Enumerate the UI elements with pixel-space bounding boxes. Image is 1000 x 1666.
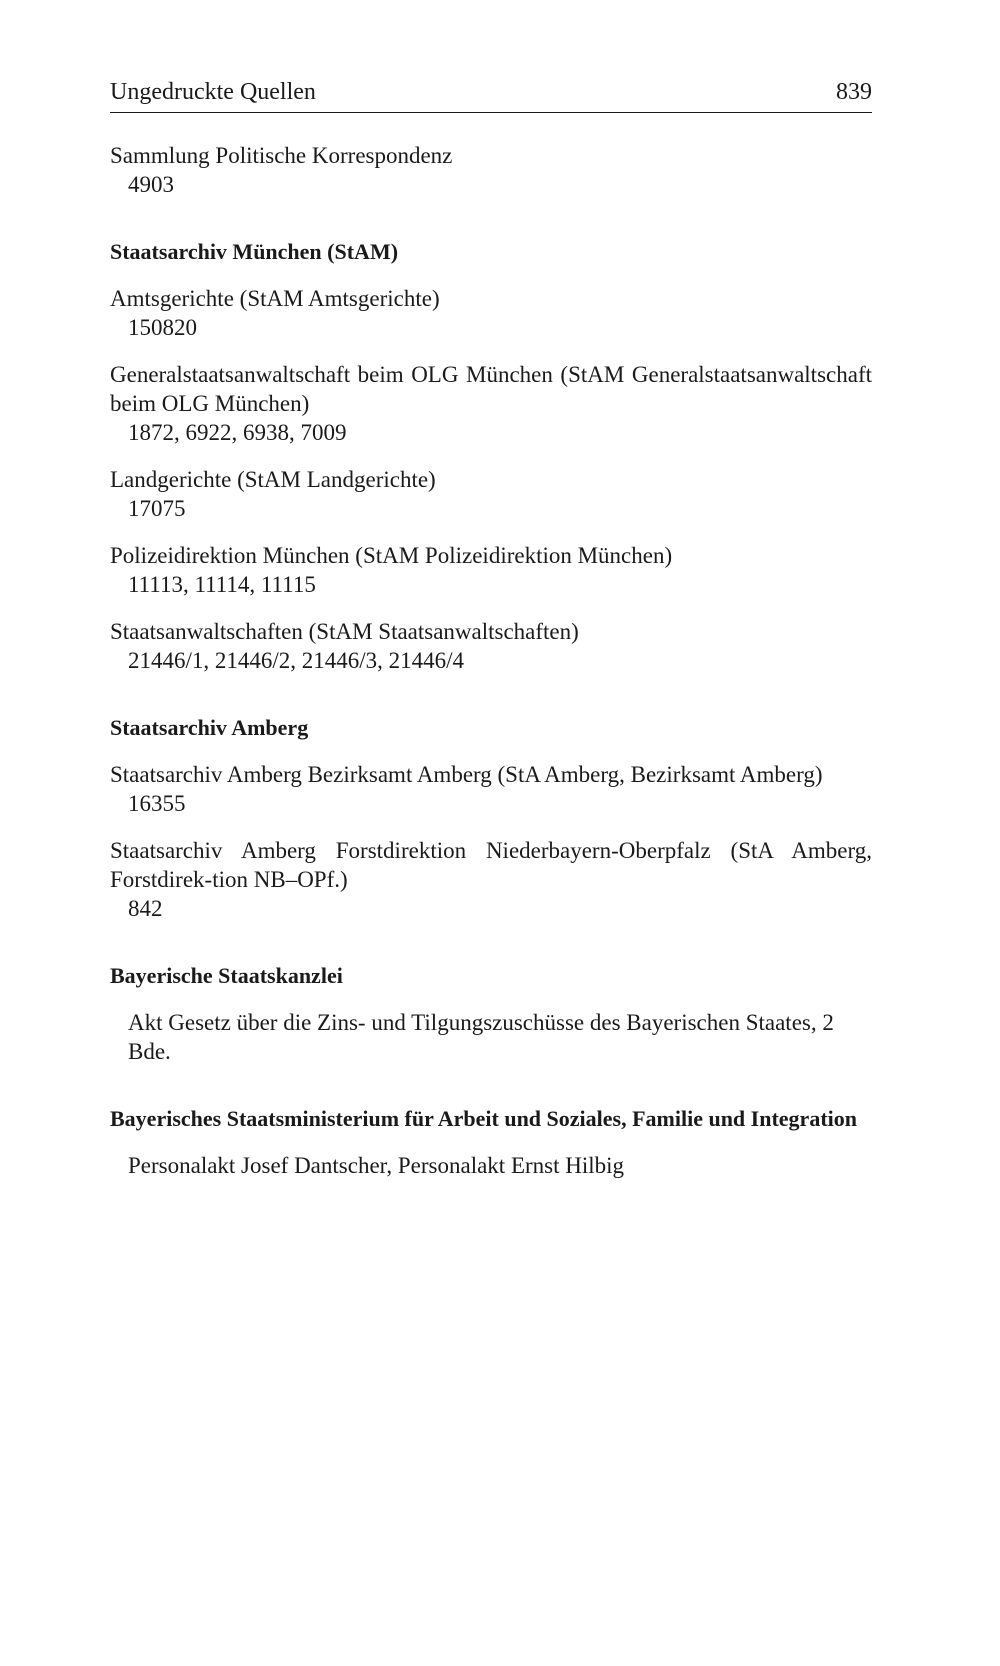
entry-numbers: 842 [128, 896, 163, 921]
section-heading: Staatsarchiv Amberg [110, 715, 309, 740]
entry-title: Staatsarchiv Amberg Forstdirektion Niederbayern-Oberpfalz (StA Amberg, Forstdirek-tion NB–OPf.) [110, 838, 872, 892]
page [110, 80, 872, 1180]
entry-numbers: 16355 [128, 791, 186, 816]
entry-numbers: 150820 [128, 315, 197, 340]
section-text: Akt Gesetz über die Zins- und Tilgungszuschüsse des Bayerischen Staates, 2 Bde. [128, 1010, 834, 1064]
archive-entry [110, 836, 872, 923]
entry-title: Staatsanwaltschaften (StAM Staatsanwaltschaften) [110, 619, 579, 644]
section-text: Personalakt Josef Dantscher, Personalakt Ernst Hilbig [128, 1153, 625, 1178]
entry-title: Staatsarchiv Amberg Bezirksamt Amberg (StA Amberg, Bezirksamt Amberg) [110, 762, 823, 787]
page-number: 839 [836, 79, 872, 105]
entry-title: Amtsgerichte (StAM Amtsgerichte) [110, 286, 440, 311]
entry-numbers: 21446/1, 21446/2, 21446/3, 21446/4 [128, 648, 465, 673]
entry-title: Polizeidirektion München (StAM Polizeidirektion München) [110, 543, 673, 568]
entry-numbers: 11113, 11114, 11115 [128, 572, 316, 597]
entry-title: Generalstaatsanwaltschaft beim OLG München (StAM Generalstaatsanwaltschaft beim OLG München) [110, 362, 872, 416]
archive-entry [110, 465, 872, 523]
archive-entry [110, 141, 872, 199]
archive-entry [110, 617, 872, 675]
entry-numbers: 1872, 6922, 6938, 7009 [128, 420, 347, 445]
entry-title: Sammlung Politische Korrespondenz [110, 143, 453, 168]
archive-entry [110, 284, 872, 342]
entry-numbers: 4903 [128, 172, 174, 197]
page-content [110, 141, 872, 1180]
running-head-title: Ungedruckte Quellen [110, 79, 316, 105]
archive-entry [110, 760, 872, 818]
section-heading: Staatsarchiv München (StAM) [110, 239, 399, 264]
section-heading: Bayerische Staatskanzlei [110, 963, 343, 988]
archive-entry [110, 541, 872, 599]
archive-entry [110, 360, 872, 447]
entry-title: Landgerichte (StAM Landgerichte) [110, 467, 436, 492]
section-heading: Bayerisches Staatsministerium für Arbeit und Soziales, Familie und Integration [110, 1106, 857, 1131]
running-head [110, 80, 872, 113]
entry-numbers: 17075 [128, 496, 186, 521]
